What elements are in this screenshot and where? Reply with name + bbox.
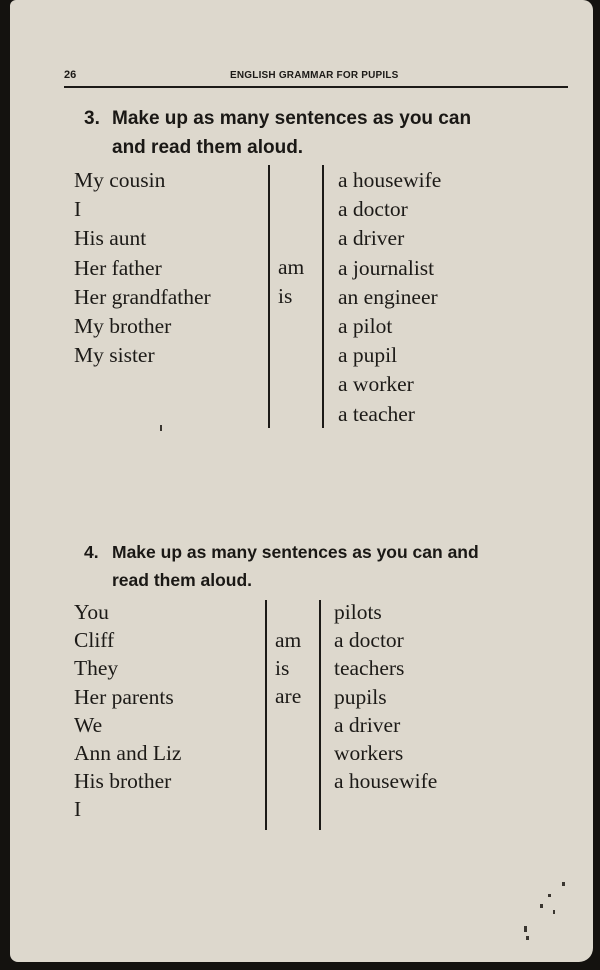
print-speck	[540, 904, 543, 908]
column-divider	[265, 600, 267, 830]
subject-item: My sister	[74, 343, 155, 368]
subject-item: Ann and Liz	[74, 741, 182, 766]
print-speck	[548, 894, 551, 897]
subject-item: They	[74, 656, 119, 681]
subject-item: My cousin	[74, 168, 166, 192]
exercise-title-line-1: Make up as many sentences as you can and	[112, 542, 479, 562]
noun-item: a doctor	[338, 197, 408, 222]
noun-item: a pupil	[338, 343, 398, 368]
exercise-number: 4.	[84, 542, 99, 562]
exercise-3-nouns-column	[338, 166, 441, 429]
noun-item: an engineer	[338, 284, 438, 309]
subject-item: Her parents	[74, 684, 174, 709]
verb-item: am	[275, 628, 302, 652]
noun-item: pilots	[334, 600, 382, 624]
exercise-title-line-2: read them aloud.	[112, 570, 253, 590]
exercise-4-verbs-column	[275, 626, 301, 711]
exercise-4-nouns-column	[334, 598, 437, 795]
subject-item: Her grandfather	[74, 284, 211, 309]
exercise-4-title	[84, 538, 574, 594]
exercise-title-line-2: and read them aloud.	[112, 137, 304, 158]
exercise-4-subjects-column	[74, 598, 181, 824]
noun-item: a driver	[334, 712, 401, 737]
print-speck	[526, 936, 529, 940]
noun-item: a teacher	[338, 401, 415, 426]
noun-item: a pilot	[338, 314, 393, 339]
verb-item: is	[275, 656, 290, 681]
verb-item: is	[278, 284, 293, 309]
verb-item: are	[275, 684, 302, 709]
subject-item: Cliff	[74, 628, 115, 653]
exercise-title-line-1: Make up as many sentences as you can	[112, 108, 472, 129]
subject-item: We	[74, 712, 103, 737]
print-speck	[553, 910, 555, 914]
page-number: 26	[64, 69, 77, 81]
noun-item: workers	[334, 741, 404, 766]
noun-item: pupils	[334, 684, 387, 709]
subject-item: My brother	[74, 314, 172, 339]
exercise-number: 3.	[84, 108, 100, 129]
exercise-3-subjects-column	[74, 166, 211, 370]
column-divider	[319, 600, 321, 830]
column-divider	[268, 165, 270, 428]
subject-item: I	[74, 797, 82, 822]
subject-item: I	[74, 197, 82, 222]
noun-item: a driver	[338, 226, 405, 251]
subject-item: Her father	[74, 255, 162, 280]
subject-item: You	[74, 600, 109, 624]
noun-item: a housewife	[338, 168, 442, 192]
verb-item: am	[278, 255, 305, 279]
print-speck	[524, 926, 527, 932]
print-speck	[562, 882, 565, 886]
noun-item: teachers	[334, 656, 405, 681]
noun-item: a doctor	[334, 628, 404, 653]
column-divider	[322, 165, 324, 428]
running-title: ENGLISH GRAMMAR FOR PUPILS	[230, 70, 399, 81]
noun-item: a housewife	[334, 769, 438, 794]
subject-item: His brother	[74, 769, 172, 794]
running-header	[64, 64, 568, 88]
noun-item: a worker	[338, 372, 414, 397]
exercise-3-title	[84, 104, 564, 162]
subject-item: His aunt	[74, 226, 147, 251]
noun-item: a journalist	[338, 255, 435, 280]
print-speck	[160, 425, 162, 431]
exercise-3-verbs-column	[278, 253, 304, 311]
